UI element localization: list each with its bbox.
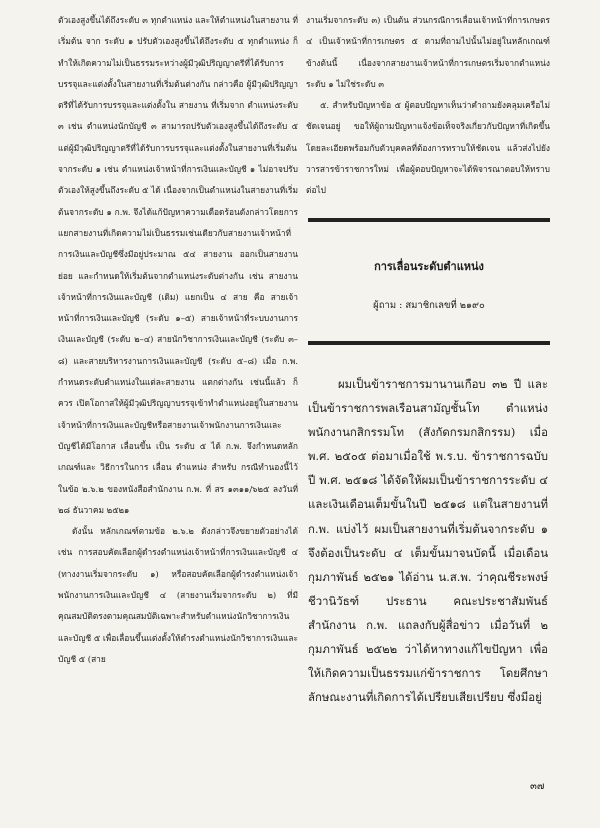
right-paragraph-2: ๕. สำหรับปัญหาข้อ ๕ ผู้ตอบปัญหาเห็นว่าคำถามยังคลุมเครือไม่ชัดเจนอยู่ ขอให้ผู้ถามปัญหาแจ้งข้อเท็จจริงเกี่ยวกับปัญหาที่เกิดขึ้นโดยละเอียดพร้อมกับตัวบุคคลที่ต้องการทราบให้ชัดเจน แล้วส่งไปยังวารสารข้าราชการใหม่ เพื่อผู้ตอบปัญหาจะได้พิจารณาตอบให้ทราบต่อไป [306,100,550,196]
question-body: ผมเป็นข้าราชการมานานเกือบ ๓๒ ปี และเป็นข้าราชการพลเรือนสามัญชั้นโท ตำแหน่งพนักงานกสิกรรมโท (สังกัดกรมกสิกรรม) เมื่อ พ.ศ. ๒๕๐๕ ต่อมาเมื่อใช้ พ.ร.บ. ข้าราชการฉบับปี พ.ศ. ๒๕๑๘ ได้จัดให้ผมเป็นข้าราชการระดับ ๔ และเงินเดือนเต็มขั้นในปี ๒๕๑๘ แต่ในสายงานที่ ก.พ. แบ่งไว้ ผมเป็นสายงานที่เริ่มต้นจากระดับ ๑ จึงต้องเป็นระดับ ๔ เต็มขั้นมาจนบัดนี้ เมื่อเดือนกุมภาพันธ์ ๒๕๒๑ ได้อ่าน น.ส.พ. ว่าคุณชีระพงษ์ ชีวานิวัธฑ์ ประธาน คณะประชาสัมพันธ์ สำนักงาน ก.พ. แถลงกับผู้สื่อข่าว เมื่อวันที่ ๒ กุมภาพันธ์ ๒๕๒๒ ว่าได้หาทางแก้ไขปัญหา เพื่อให้เกิดความเป็นธรรมแก่ข้าราชการ โดยศึกษาลักษณะงานที่เกิดการได้เปรียบเสียเปรียบ ซึ่งมีอยู่ [308,377,548,705]
right-column-top [306,10,550,202]
page-number: ๓๗ [530,781,545,792]
left-column [58,10,298,670]
left-paragraph-1: ตัวเองสูงขึ้นได้ถึงระดับ ๓ ทุกตำแหน่ง และให้ตำแหน่งในสายงาน ที่เริ่มต้น จาก ระดับ ๑ ปรับตัวเองสูงขึ้นได้ถึงระดับ ๕ ทุกตำแหน่ง ก็ทำให้เกิดความไม่เป็นธรรมระหว่างผู้มีวุฒิปริญญาตรีที่ได้รับการบรรจุและแต่งตั้งในสายงานที่เริ่มต้นต่างกัน กล่าวคือ ผู้มีวุฒิปริญญาตรีที่ได้รับการบรรจุและแต่งตั้งใน สายงาน ที่เริ่มจาก ตำแหน่งระดับ ๓ เช่น ตำแหน่งนักบัญชี ๓ สามารถปรับตัวเองสูงขึ้นได้ถึงระดับ ๕ แต่ผู้มีวุฒิปริญญาตรีที่ได้รับการบรรจุและแต่งตั้งในสายงานที่เริ่มต้นจากระดับ ๑ เช่น ตำแหน่งเจ้าหน้าที่การเงินและบัญชี ๑ ไม่อาจปรับตัวเองให้สูงขึ้นถึงระดับ ๕ ได้ เนื่องจากเป็นตำแหน่งในสายงานที่เริ่มต้นจากระดับ ๑ ก.พ. จึงได้แก้ปัญหาความเดือดร้อนดังกล่าวโดยการแยกสายงานที่เกิดความไม่เป็นธรรมเช่นเดียวกับสายงานเจ้าหน้าที่การเงินและบัญชีซึ่งมีอยู่ประมาณ ๕๔ สายงาน ออกเป็นสายงานย่อย และกำหนดให้เริ่มต้นจากตำแหน่งระดับต่างกัน เช่น สายงานเจ้าหน้าที่การเงินและบัญชี (เดิม) แยกเป็น ๔ สาย คือ สายเจ้าหน้าที่การเงินและบัญชี (ระดับ ๑–๕) สายเจ้าหน้าที่ระบบงานการเงินและบัญชี (ระดับ ๒–๔) สายนักวิชาการเงินและบัญชี (ระดับ ๓–๘) และสายบริหารงานการเงินและบัญชี (ระดับ ๕–๘) เมื่อ ก.พ. กำหนดระดับตำแหน่งในแต่ละสายงาน แตกต่างกัน เช่นนี้แล้ว ก็ควร เปิดโอกาสให้ผู้มีวุฒิปริญญาบรรจุเข้าทำตำแหน่งอยู่ในสายงานเจ้าหน้าที่การเงินและบัญชีหรือสายงานเจ้าพนักงานการเงินและบัญชีได้มีโอกาส เลื่อนขึ้น เป็น ระดับ ๕ ได้ ก.พ. จึงกำหนดหลักเกณฑ์และ วิธีการในการ เลื่อน ตำแหน่ง สำหรับ กรณีทำนองนี้ไว้ในข้อ ๒.๖.๒ ของหนังสือสำนักงาน ก.พ. ที่ สร ๑๓๑๑/๖๒๕ ลงวันที่ ๒๘ ธันวาคม ๒๕๒๑ [58,15,298,515]
section-title: การเลื่อนระดับตำแหน่ง [374,260,484,273]
question-byline: ผู้ถาม : สมาชิกเลขที่ ๒๑๙๐ [373,300,485,311]
right-paragraph-1: งานเริ่มจากระดับ ๓) เป็นต้น ส่วนกรณีการเลื่อนเจ้าหน้าที่การเกษตร ๔ เป็นเจ้าหน้าที่การเกษตร ๕ ตามที่ถามไปนั้นไม่อยู่ในหลักเกณฑ์ข้างต้นนี้ เนื่องจากสายงานเจ้าหน้าที่การเกษตรเริ่มจากตำแหน่งระดับ ๑ ไม่ใช่ระดับ ๓ [306,15,550,89]
section-bottom-rule [308,341,550,345]
left-paragraph-2: ดังนั้น หลักเกณฑ์ตามข้อ ๒.๖.๒ ดังกล่าวจึงขยายตัวอย่างได้ เช่น การสอบคัดเลือกผู้ดำรงตำแหน่งเจ้าหน้าที่การเงินและบัญชี ๔ (ทางงานเริ่มจากระดับ ๑) หรือสอบคัดเลือกผู้ดำรงตำแหน่งเจ้าพนักงานการเงินและบัญชี ๔ (สายงานเริ่มจากระดับ ๒) ที่มีคุณสมบัติตรงตามคุณสมบัติเฉพาะสำหรับตำแหน่งนักวิชาการเงินและบัญชี ๕ เพื่อเลื่อนขึ้นแต่งตั้งให้ดำรงตำแหน่งนักวิชาการเงินและบัญชี ๕ (สาย [58,526,298,664]
section-top-rule [308,218,550,222]
